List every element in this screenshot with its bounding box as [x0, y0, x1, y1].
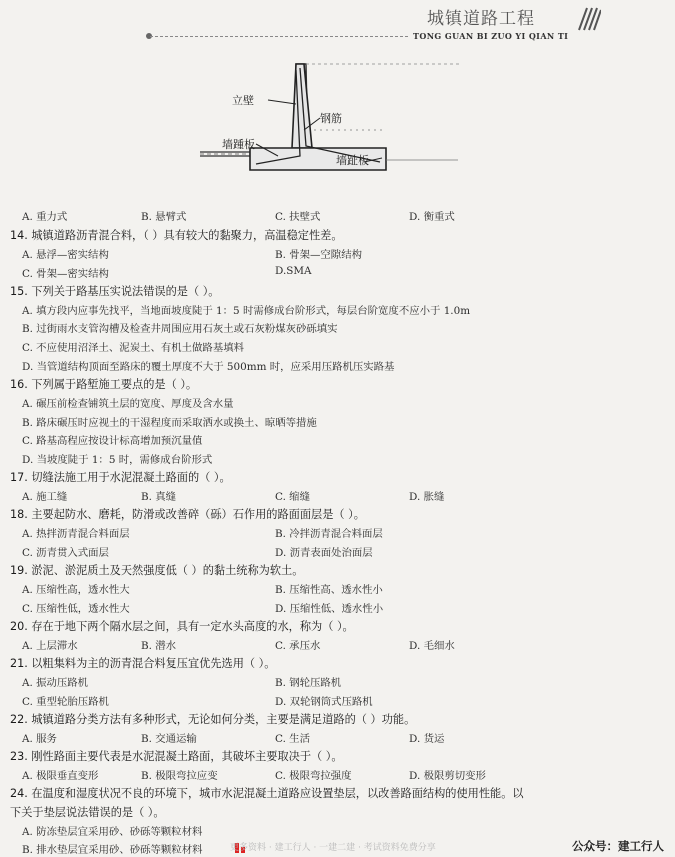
question-stem: 19. 淤泥、淤泥质土及天然强度低（ ）的黏土统称为软土。: [10, 564, 304, 577]
question-stem: 24. 在温度和湿度状况不良的环境下，城市水泥混凝土道路应设置垫层，以改善路面结构的使用性能。以: [10, 787, 524, 800]
header-subtitle: TONG GUAN BI ZUO YI QIAN TI: [413, 31, 569, 41]
option: B. 过街雨水支管沟槽及检查井周围应用石灰土或石灰粉煤灰砂砾填实: [22, 323, 338, 335]
option: D. 压缩性低、透水性小: [275, 603, 384, 615]
option: B. 路床碾压时应视土的干湿程度而采取洒水或换土、晾晒等措施: [22, 417, 317, 429]
option: B. 排水垫层宜采用砂、砂砾等颗粒材料: [22, 844, 203, 856]
option: A. 填方段内应事先找平，当地面坡度陡于 1：5 时需修成台阶形式，每层台阶宽度不应小于 1.0m: [22, 305, 471, 317]
option: A. 压缩性高，透水性大: [22, 584, 130, 596]
header-divider: [150, 36, 408, 37]
label-wall: 立壁: [232, 94, 254, 107]
option: A. 防冻垫层宜采用砂、砂砾等颗粒材料: [22, 826, 203, 838]
option: C. 骨架—密实结构: [22, 268, 109, 280]
footer-watermark: 更多资料 · 建工行人 · 一建二建 · 考试资料免费分享: [230, 843, 436, 853]
option: D. 沥青表面处治面层: [275, 547, 373, 559]
option: A. 碾压前检查铺筑土层的宽度、厚度及含水量: [22, 398, 234, 410]
question-stem-continued: 下关于垫层说法错误的是（ ）。: [10, 806, 165, 819]
option: A. 热拌沥青混合料面层: [22, 528, 130, 540]
option: B. 钢轮压路机: [275, 677, 342, 689]
footer-brand: 公众号：建工行人: [572, 839, 664, 853]
option: D. 极限剪切变形: [409, 770, 486, 782]
option: D. 胀缝: [409, 491, 445, 503]
option: A. 上层滞水: [22, 640, 78, 652]
option: B. 极限弯拉应变: [141, 770, 218, 782]
option: D. 双轮钢筒式压路机: [275, 696, 373, 708]
option: C. 承压水: [275, 640, 321, 652]
option: D. 当管道结构顶面至路床的覆土厚度不大于 500mm 时，应采用压路机压实路基: [22, 361, 395, 373]
q13-option-b: B. 悬臂式: [141, 211, 187, 223]
retaining-wall-figure: [196, 60, 466, 190]
question-stem: 14. 城镇道路沥青混合料，（ ）具有较大的黏聚力，高温稳定性差。: [10, 229, 343, 242]
label-heel: 墙踵板: [222, 138, 255, 151]
q13-option-d: D. 衡重式: [409, 211, 455, 223]
q13-option-c: C. 扶壁式: [275, 211, 321, 223]
option: B. 真缝: [141, 491, 177, 503]
question-stem: 21. 以粗集料为主的沥青混合料复压宜优先选用（ ）。: [10, 657, 276, 670]
option: A. 极限垂直变形: [22, 770, 99, 782]
option: B. 压缩性高、透水性小: [275, 584, 383, 596]
header-stripes-icon: [575, 6, 601, 32]
option: A. 振动压路机: [22, 677, 89, 689]
option: C. 不应使用沼泽土、泥炭土、有机土做路基填料: [22, 342, 244, 354]
option: A. 施工缝: [22, 491, 68, 503]
option: B. 骨架—空隙结构: [275, 249, 362, 261]
q13-option-a: A. 重力式: [22, 211, 68, 223]
question-stem: 23. 刚性路面主要代表是水泥混凝土路面，其破坏主要取决于（ ）。: [10, 750, 343, 763]
label-rebar: 钢筋: [320, 112, 342, 125]
option: C. 极限弯拉强度: [275, 770, 352, 782]
option: B. 潜水: [141, 640, 177, 652]
option: B. 冷拌沥青混合料面层: [275, 528, 383, 540]
question-stem: 15. 下列关于路基压实说法错误的是（ ）。: [10, 285, 220, 298]
option: C. 沥青贯入式面层: [22, 547, 109, 559]
option: B. 交通运输: [141, 733, 197, 745]
option: C. 压缩性低，透水性大: [22, 603, 130, 615]
question-stem: 17. 切缝法施工用于水泥混凝土路面的（ ）。: [10, 471, 231, 484]
option: D. 货运: [409, 733, 445, 745]
question-stem: 18. 主要起防水、磨耗，防滑或改善碎（砾）石作用的路面面层是（ ）。: [10, 508, 365, 521]
question-stem: 20. 存在于地下两个隔水层之间，具有一定水头高度的水，称为（ ）。: [10, 620, 354, 633]
option: D.SMA: [275, 265, 312, 277]
question-stem: 16. 下列属于路堑施工要点的是（ ）。: [10, 378, 198, 391]
option: A. 服务: [22, 733, 57, 745]
option: D. 当坡度陡于 1：5 时，需修成台阶形式: [22, 454, 213, 466]
option: C. 生活: [275, 733, 310, 745]
option: C. 路基高程应按设计标高增加预沉量值: [22, 435, 203, 447]
option: D. 毛细水: [409, 640, 455, 652]
option: A. 悬浮—密实结构: [22, 249, 109, 261]
question-stem: 22. 城镇道路分类方法有多种形式，无论如何分类，主要是满足道路的（ ）功能。: [10, 713, 416, 726]
header-title: 城镇道路工程: [427, 9, 535, 29]
option: C. 重型轮胎压路机: [22, 696, 109, 708]
option: C. 缩缝: [275, 491, 310, 503]
label-toe: 墙趾板: [336, 154, 369, 167]
